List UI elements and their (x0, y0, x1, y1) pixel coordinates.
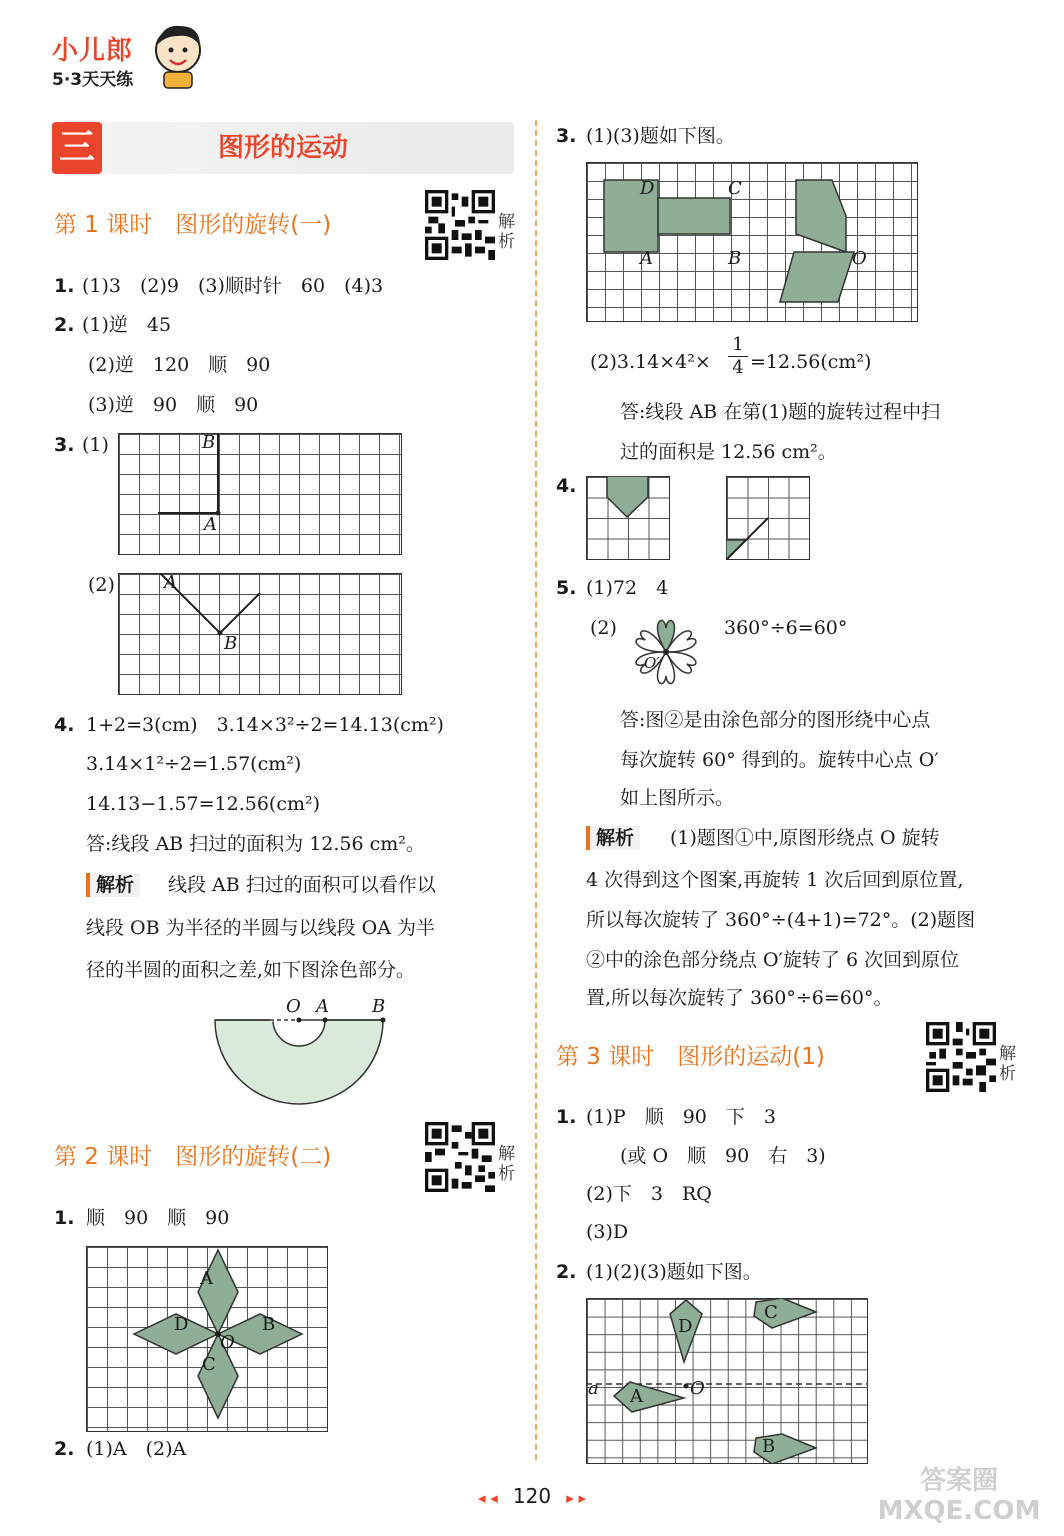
analysis-tag-label: 解析 (586, 826, 640, 850)
analysis-line: 线段 AB 扫过的面积可以看作以 (168, 874, 436, 896)
q-num: 2. (54, 314, 75, 336)
point-label: B (202, 432, 216, 453)
answer-line: (1)3 (2)9 (3)顺时针 60 (4)3 (82, 275, 384, 297)
analysis-line: 线段 OB 为半径的半圆与以线段 OA 为半 (86, 917, 435, 939)
unit-number-badge: 三 (52, 122, 102, 174)
translation-figure (586, 1298, 868, 1464)
answer-line: (3)D (586, 1221, 629, 1243)
sub-label: (2) (88, 574, 115, 596)
fraction (728, 334, 748, 379)
shape-label: C (202, 1354, 216, 1375)
answer-line: 过的面积是 12.56 cm²。 (620, 441, 837, 463)
answer-line: 顺 90 顺 90 (86, 1207, 230, 1229)
analysis-line: 所以每次旋转了 360°÷(4+1)=72°。(2)题图 (586, 909, 976, 931)
answer-line: 14.13−1.57=12.56(cm²) (86, 793, 321, 815)
point-label: O (852, 248, 867, 269)
q-num: 1. (54, 275, 75, 297)
brand-sub: 5·3天天练 (52, 70, 134, 90)
q-num: 4. (556, 475, 577, 497)
q-num: 1. (54, 1207, 75, 1229)
answer-line: 360°÷6=60° (724, 617, 848, 639)
rotation-figure-3 (586, 162, 918, 322)
shape-label: D (678, 1316, 693, 1337)
answer-line: 答:线段 AB 在第(1)题的旋转过程中扫 (620, 401, 941, 423)
answer-line: (1)A (2)A (86, 1438, 187, 1460)
figure-3-1-lines (118, 433, 402, 555)
lesson-1-title: 第 1 课时 图形的旋转(一) (54, 212, 332, 238)
q-num: 1. (556, 1106, 577, 1128)
answer-line: 1+2=3(cm) 3.14×3²÷2=14.13(cm²) (86, 714, 444, 736)
shape-label: A (630, 1386, 643, 1407)
point-label: O (286, 996, 301, 1017)
brand-logo (52, 30, 133, 90)
lesson-2-title: 第 2 课时 图形的旋转(二) (54, 1144, 332, 1170)
point-label: A (640, 248, 653, 269)
analysis-tag (586, 826, 640, 850)
answer-line: (3)逆 90 顺 90 (88, 394, 259, 416)
answer-line: 每次旋转 60° 得到的。旋转中心点 O′ (620, 749, 939, 771)
q-num: 2. (556, 1261, 577, 1283)
qr-code-icon[interactable] (425, 1122, 495, 1192)
figure-3-2-lines (118, 573, 402, 695)
analysis-line: ②中的涂色部分绕点 O′旋转了 6 次回到原位 (586, 949, 960, 971)
analysis-line: 4 次得到这个图案,再旋转 1 次后回到原位置, (586, 869, 964, 891)
point-label: O (220, 1332, 235, 1353)
shape-label: D (174, 1314, 189, 1335)
answer-line: (1)(2)(3)题如下图。 (586, 1261, 762, 1283)
watermark: 答案圈 MXQE.COM (877, 1466, 1041, 1526)
analysis-tag (86, 873, 140, 897)
brand-name: 小儿郎 (52, 36, 134, 66)
answer-line: (1)(3)题如下图。 (586, 125, 735, 147)
point-label: A (316, 996, 329, 1017)
analysis-line: 径的半圆的面积之差,如下图涂色部分。 (86, 959, 416, 981)
answer-line: 答:线段 AB 扫过的面积为 12.56 cm²。 (86, 833, 425, 855)
page-number: 120 (512, 1484, 552, 1508)
answer-line: 如上图所示。 (620, 787, 735, 809)
answer-line: (1)72 4 (586, 577, 669, 599)
unit-title: 图形的运动 (217, 133, 348, 163)
qr-code-icon[interactable] (926, 1022, 996, 1092)
lesson-3-title: 第 3 课时 图形的运动(1) (556, 1044, 825, 1070)
shape-label: B (762, 1436, 776, 1457)
qr-code-icon[interactable] (425, 190, 495, 260)
point-label: B (224, 633, 238, 654)
unit-banner (52, 122, 514, 174)
analysis-line: 置,所以每次旋转了 360°÷6=60°。 (586, 987, 893, 1009)
fraction-numerator: 1 (728, 334, 748, 357)
point-label: A (204, 514, 217, 535)
square-rotation-figure-1 (586, 476, 670, 560)
point-label: C (728, 178, 742, 199)
q-num: 2. (54, 1438, 75, 1460)
answer-line: =12.56(cm²) (750, 351, 872, 373)
analysis-line: (1)题图①中,原图形绕点 O 旋转 (670, 827, 940, 849)
answer-line: (1)逆 45 (82, 314, 172, 336)
point-label: a (588, 1378, 599, 1399)
next-page-icon[interactable]: ▸ ▸ (566, 1489, 587, 1507)
answer-line: 3.14×1²÷2=1.57(cm²) (86, 753, 302, 775)
q-num: 3. (54, 434, 75, 456)
prev-page-icon[interactable]: ◂ ◂ (477, 1489, 498, 1507)
qr-label: 解析 (999, 1044, 1016, 1084)
shape-label: A (200, 1268, 213, 1289)
shape-label: B (262, 1314, 276, 1335)
analysis-tag-label: 解析 (86, 873, 140, 897)
point-label: D (640, 178, 655, 199)
flower-figure (616, 606, 716, 696)
point-label: O (690, 1378, 705, 1399)
point-label: A (164, 572, 177, 593)
answer-line: (或 O 顺 90 右 3) (620, 1145, 826, 1167)
qr-label: 解析 (498, 212, 515, 252)
mascot-icon (150, 20, 206, 90)
answer-line: (2)3.14×4²× (590, 351, 711, 373)
qr-label: 解析 (498, 1144, 515, 1184)
answer-line: (2)逆 120 顺 90 (88, 354, 271, 376)
q-num: 3. (556, 125, 577, 147)
column-divider (535, 120, 537, 1460)
sub-label: (1) (82, 434, 109, 456)
point-label: B (372, 996, 386, 1017)
q-num: 5. (556, 577, 577, 599)
point-label: O′ (644, 654, 660, 672)
sub-label: (2) (590, 617, 617, 639)
fraction-denominator: 4 (732, 357, 744, 378)
q-num: 4. (54, 714, 75, 736)
point-label: B (728, 248, 742, 269)
answer-line: (2)下 3 RQ (586, 1183, 712, 1205)
answer-line: (1)P 顺 90 下 3 (586, 1106, 776, 1128)
answer-line: 答:图②是由涂色部分的图形绕中心点 (620, 709, 931, 731)
square-rotation-figure-2 (726, 476, 810, 560)
shape-label: C (764, 1302, 778, 1323)
